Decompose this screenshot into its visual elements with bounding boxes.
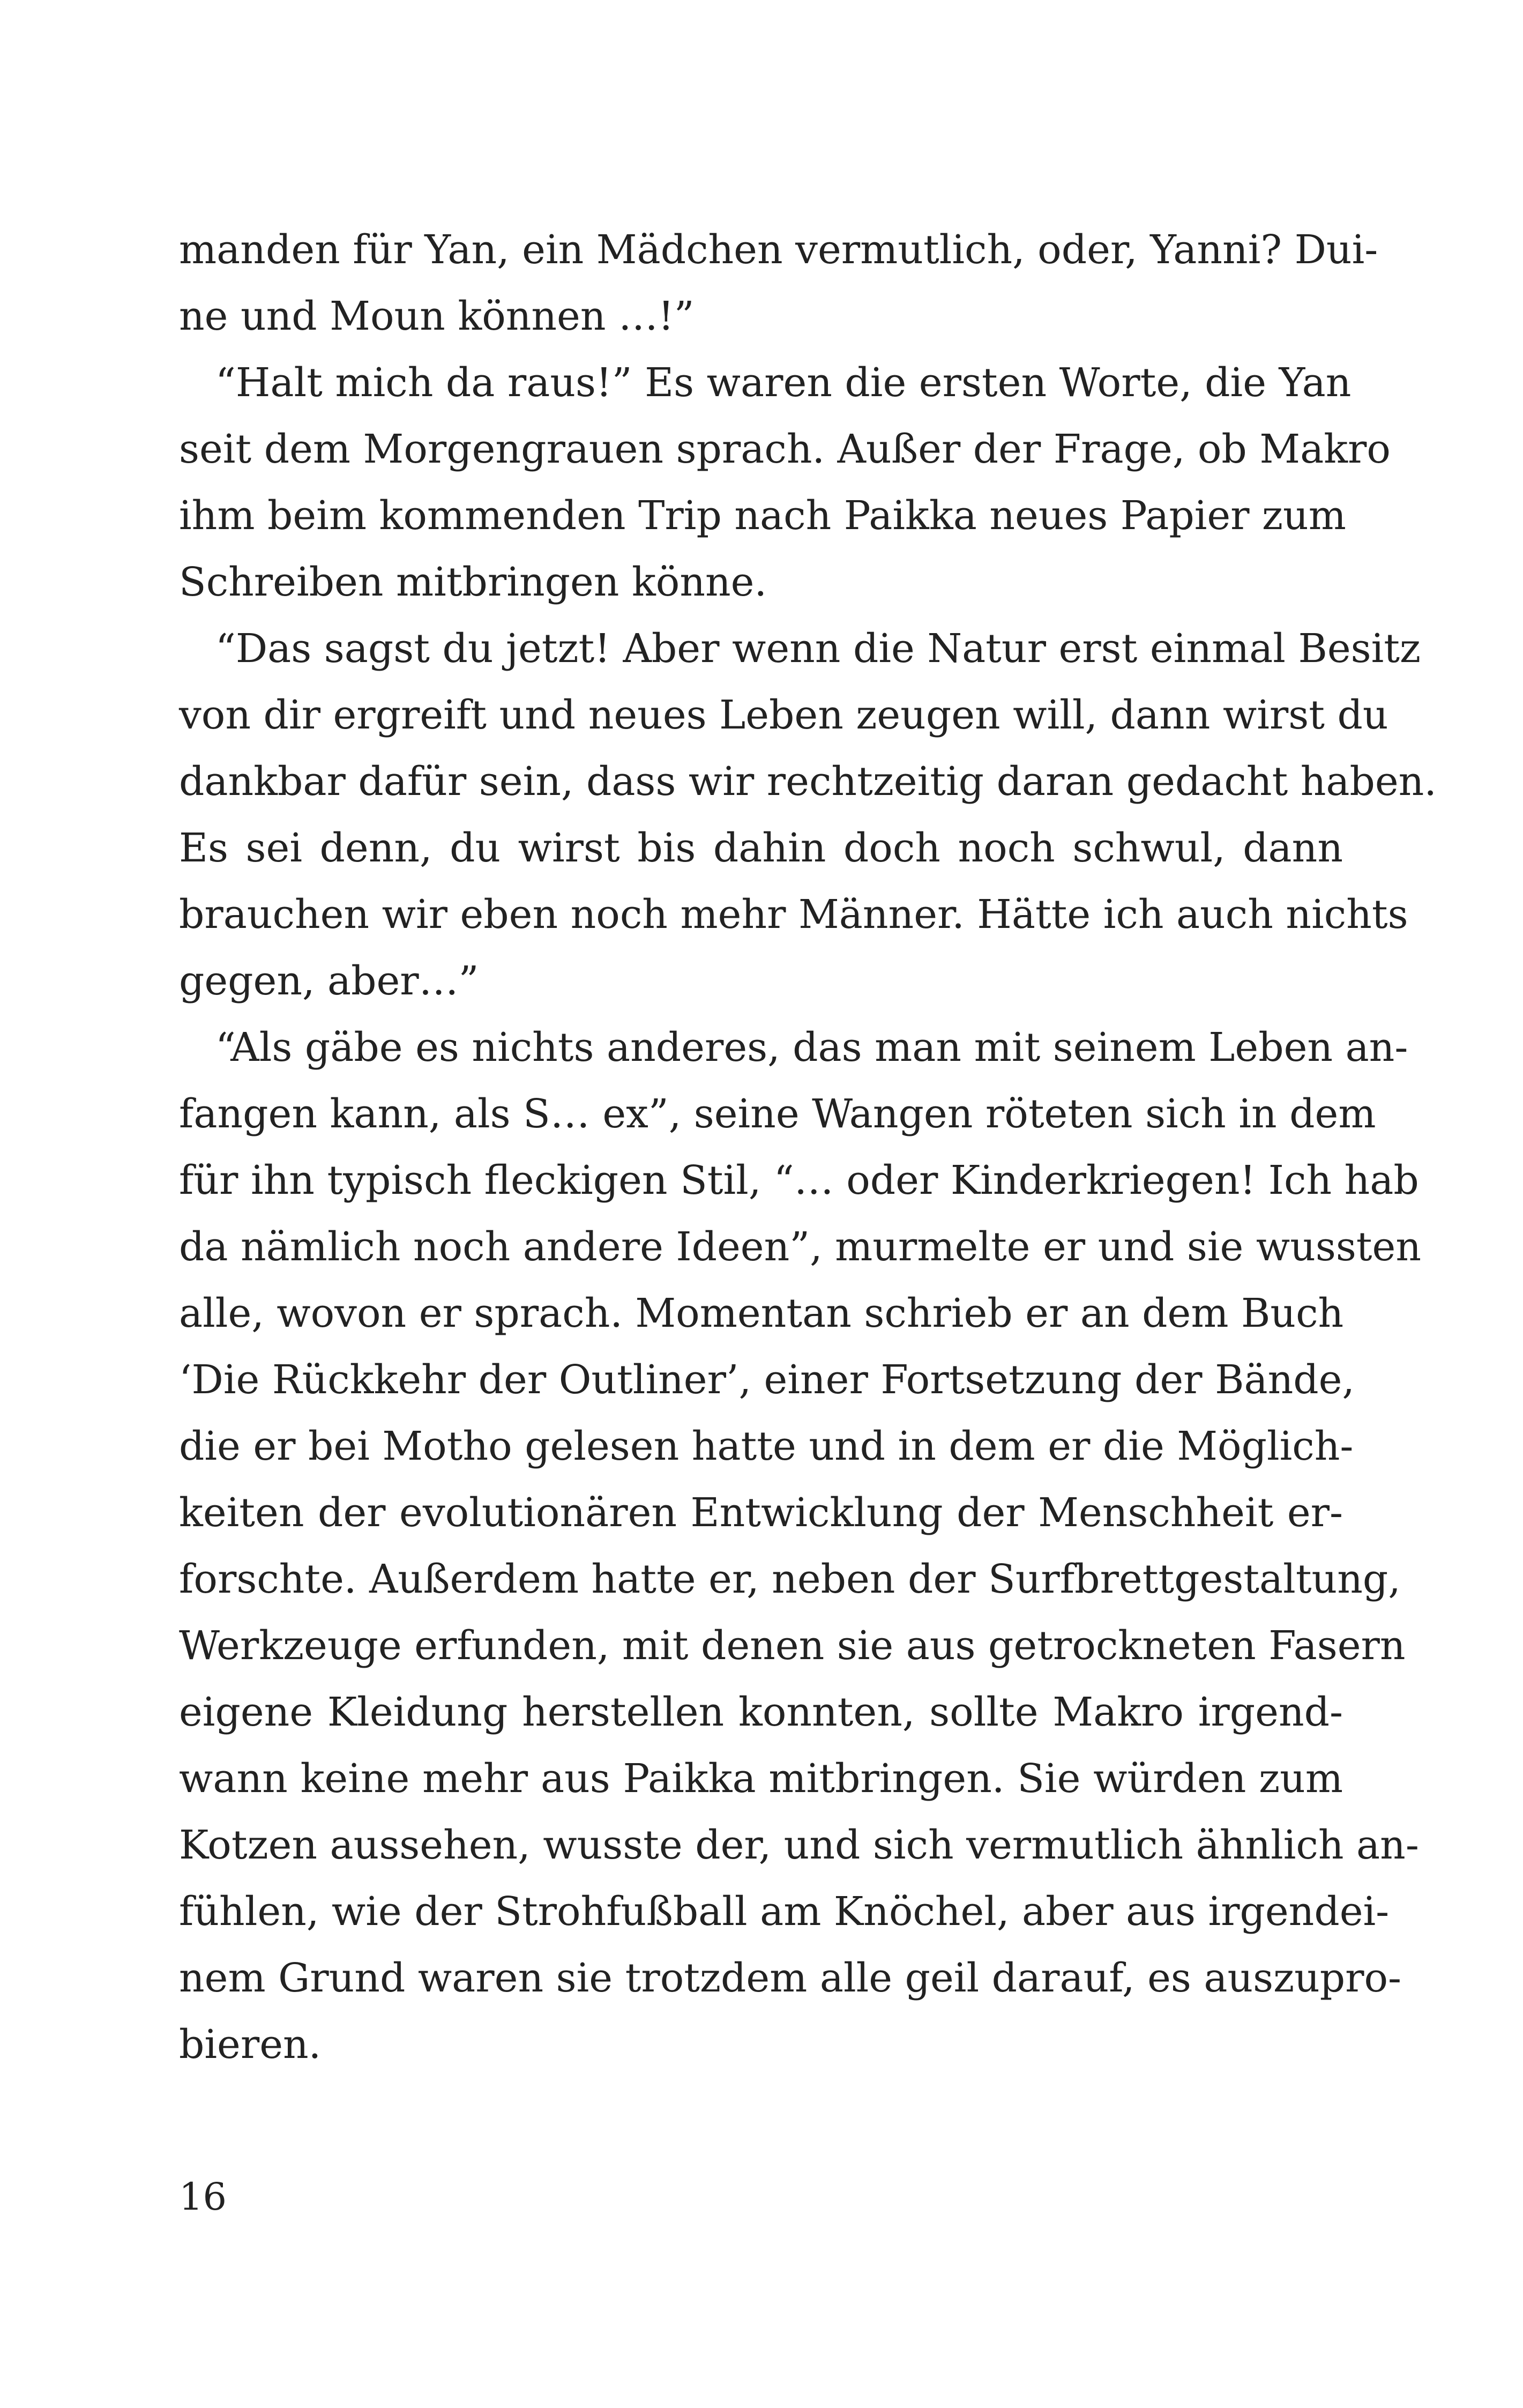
text-line: seit dem Morgengrauen sprach. Außer der Frage, ob Makro <box>179 426 1391 472</box>
text-line: die er bei Motho gelesen hatte und in dem er die Möglich- <box>179 1423 1354 1469</box>
text-line: keiten der evolutionären Entwicklung der Menschheit er- <box>179 1490 1343 1536</box>
text-line: nem Grund waren sie trotzdem alle geil darauf, es auszupro- <box>179 1955 1402 2001</box>
text-line: alle, wovon er sprach. Momentan schrieb er an dem Buch <box>179 1290 1344 1336</box>
text-line: Schreiben mitbringen könne. <box>179 559 767 605</box>
text-line: “Als gäbe es nichts anderes, das man mit seinem Leben an- <box>215 1024 1408 1071</box>
text-line: wann keine mehr aus Paikka mitbringen. Sie würden zum <box>179 1756 1343 1802</box>
text-line: Es sei denn, du wirst bis dahin doch noch schwul, dann <box>179 825 1343 871</box>
text-line: fangen kann, als S… ex”, seine Wangen röteten sich in dem <box>179 1091 1376 1137</box>
text-line: dankbar dafür sein, dass wir rechtzeitig daran gedacht haben. <box>179 759 1437 805</box>
body-text <box>179 217 1437 2078</box>
text-line: von dir ergreift und neues Leben zeugen will, dann wirst du <box>179 692 1388 738</box>
text-line: forschte. Außerdem hatte er, neben der Surfbrettgestaltung, <box>179 1556 1401 1602</box>
text-line: für ihn typisch fleckigen Stil, “… oder Kinderkriegen! Ich hab <box>179 1157 1419 1203</box>
text-line: “Halt mich da raus!” Es waren die ersten Worte, die Yan <box>215 360 1352 406</box>
text-line: manden für Yan, ein Mädchen vermutlich, oder, Yanni? Dui- <box>179 227 1378 273</box>
page-number: 16 <box>179 2175 227 2219</box>
text-line: bieren. <box>179 2021 322 2068</box>
text-line: ‘Die Rückkehr der Outliner’, einer Fortsetzung der Bände, <box>179 1357 1355 1403</box>
text-line: fühlen, wie der Strohfußball am Knöchel, aber aus irgendei- <box>179 1889 1390 1935</box>
text-line: brauchen wir eben noch mehr Männer. Hätte ich auch nichts <box>179 891 1408 938</box>
text-line: ihm beim kommenden Trip nach Paikka neues Papier zum <box>179 493 1346 539</box>
text-line: gegen, aber…” <box>179 958 479 1004</box>
text-line: Werkzeuge erfunden, mit denen sie aus getrockneten Fasern <box>179 1623 1406 1669</box>
text-line: eigene Kleidung herstellen konnten, sollte Makro irgend- <box>179 1689 1343 1735</box>
text-line: “Das sagst du jetzt! Aber wenn die Natur erst einmal Besitz <box>215 626 1421 672</box>
text-line: Kotzen aussehen, wusste der, und sich vermutlich ähnlich an- <box>179 1822 1419 1868</box>
text-line: da nämlich noch andere Ideen”, murmelte er und sie wussten <box>179 1224 1421 1270</box>
text-line: ne und Moun können …!” <box>179 293 695 339</box>
